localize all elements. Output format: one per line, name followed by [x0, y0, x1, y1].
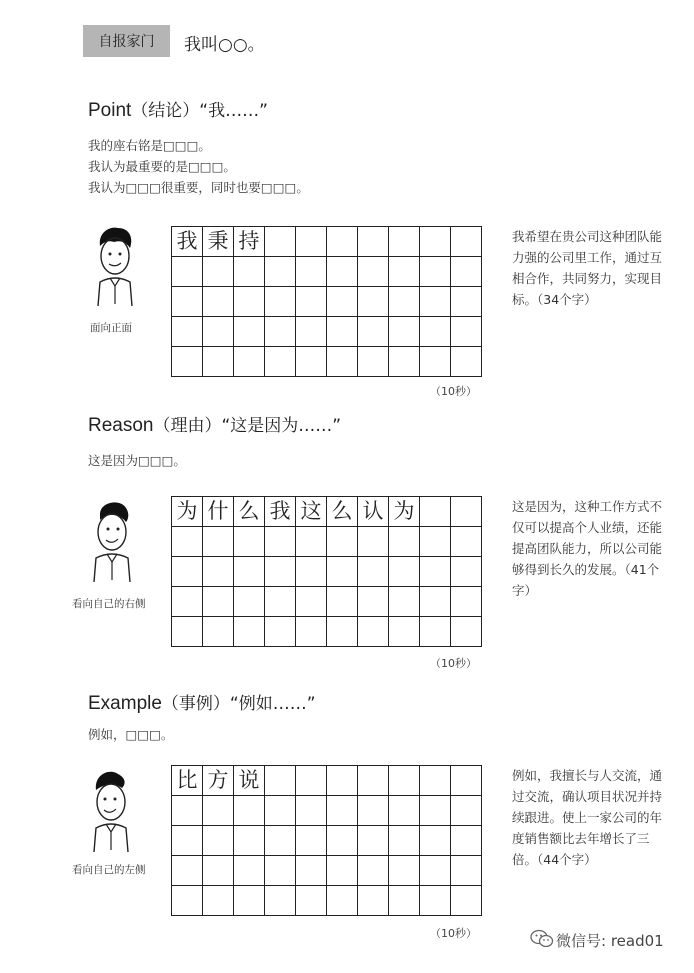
grid-cell [172, 527, 203, 557]
grid-cell [265, 557, 296, 587]
reason-line: 这是因为□□□。 [88, 453, 186, 468]
grid-cell: 这 [296, 497, 327, 527]
section-badge: 自报家门 [83, 25, 170, 57]
grid-cell [420, 886, 451, 916]
grid-cell [203, 527, 234, 557]
grid-cell [327, 347, 358, 377]
grid-cell [327, 557, 358, 587]
example-caption: 看向自己的左侧 [72, 864, 146, 876]
grid-cell [389, 227, 420, 257]
grid-cell [389, 587, 420, 617]
grid-cell [420, 617, 451, 647]
grid-cell [172, 796, 203, 826]
grid-cell [420, 557, 451, 587]
example-sidenote: 例如，我擅长与人交流，通过交流，确认项目状况并持续跟进。使上一家公司的年度销售额比去年增长了三倍。（44个字） [512, 768, 663, 867]
grid-cell [358, 796, 389, 826]
grid-cell [172, 287, 203, 317]
grid-cell [327, 317, 358, 347]
grid-cell [420, 257, 451, 287]
grid-cell [203, 257, 234, 287]
grid-cell [451, 287, 482, 317]
example-lines [88, 724, 173, 745]
grid-cell [420, 347, 451, 377]
grid-cell: 认 [358, 497, 389, 527]
point-line: 我认为□□□很重要，同时也要□□□。 [88, 180, 309, 195]
grid-cell [327, 766, 358, 796]
grid-cell [389, 766, 420, 796]
grid-cell [389, 287, 420, 317]
grid-cell [358, 856, 389, 886]
grid-cell [296, 317, 327, 347]
grid-cell [358, 557, 389, 587]
reason-caption: 看向自己的右侧 [72, 598, 146, 610]
grid-cell [358, 287, 389, 317]
grid-cell [451, 317, 482, 347]
grid-cell [451, 227, 482, 257]
grid-cell [358, 317, 389, 347]
grid-cell [296, 796, 327, 826]
grid-cell [420, 527, 451, 557]
example-writing-grid [171, 765, 482, 916]
grid-cell [265, 617, 296, 647]
reason-lines [88, 450, 186, 471]
wechat-icon [530, 929, 554, 949]
grid-cell [172, 317, 203, 347]
point-heading [88, 96, 268, 122]
grid-cell [451, 557, 482, 587]
grid-cell [203, 796, 234, 826]
heading-cn: （事例）“例如……” [161, 694, 316, 714]
grid-cell [172, 347, 203, 377]
grid-cell [420, 287, 451, 317]
grid-cell [234, 617, 265, 647]
grid-cell [451, 347, 482, 377]
grid-cell [203, 856, 234, 886]
grid-cell [203, 826, 234, 856]
grid-cell [296, 257, 327, 287]
grid-cell: 么 [234, 497, 265, 527]
grid-cell [327, 886, 358, 916]
grid-cell [296, 287, 327, 317]
grid-cell [389, 317, 420, 347]
grid-cell [327, 587, 358, 617]
grid-cell [451, 796, 482, 826]
grid-cell [358, 527, 389, 557]
grid-cell: 持 [234, 227, 265, 257]
grid-cell [265, 587, 296, 617]
grid-cell [358, 257, 389, 287]
grid-cell [327, 617, 358, 647]
grid-cell [172, 617, 203, 647]
grid-cell [265, 886, 296, 916]
grid-cell [451, 766, 482, 796]
grid-cell [296, 826, 327, 856]
grid-cell [265, 527, 296, 557]
example-heading [88, 689, 316, 715]
grid-cell: 我 [172, 227, 203, 257]
grid-cell [389, 527, 420, 557]
grid-cell [389, 617, 420, 647]
grid-cell [296, 347, 327, 377]
heading-cn: （理由）“这是因为……” [153, 416, 342, 436]
grid-cell [234, 257, 265, 287]
grid-cell [296, 856, 327, 886]
grid-cell [420, 497, 451, 527]
grid-cell [234, 826, 265, 856]
point-time: （10秒） [430, 385, 477, 398]
grid-cell [172, 856, 203, 886]
grid-cell [265, 766, 296, 796]
grid-cell [265, 796, 296, 826]
example-line: 例如，□□□。 [88, 727, 174, 742]
grid-cell [234, 347, 265, 377]
grid-cell [234, 527, 265, 557]
grid-cell [203, 557, 234, 587]
grid-cell [172, 557, 203, 587]
grid-cell [296, 587, 327, 617]
grid-cell [451, 257, 482, 287]
grid-cell [389, 886, 420, 916]
grid-cell [420, 796, 451, 826]
point-sidenote: 我希望在贵公司这种团队能力强的公司里工作，通过互相合作，共同努力，实现目标。（34个字） [512, 229, 663, 307]
reason-sidenote: 这是因为，这种工作方式不仅可以提高个人业绩，还能提高团队能力，所以公司能够得到长久的发展。（41个字） [512, 499, 663, 598]
grid-cell [358, 617, 389, 647]
point-writing-grid [171, 226, 482, 377]
grid-cell [327, 527, 358, 557]
grid-cell [296, 886, 327, 916]
grid-cell [172, 886, 203, 916]
grid-cell [358, 766, 389, 796]
grid-cell [203, 287, 234, 317]
example-time: （10秒） [430, 927, 477, 940]
grid-cell [234, 317, 265, 347]
grid-cell [265, 227, 296, 257]
person-right-illustration [86, 498, 138, 584]
grid-cell [420, 317, 451, 347]
grid-cell: 说 [234, 766, 265, 796]
grid-cell [203, 347, 234, 377]
point-caption: 面向正面 [90, 322, 132, 334]
grid-cell: 么 [327, 497, 358, 527]
grid-cell [296, 557, 327, 587]
heading-en: Reason [88, 415, 154, 436]
grid-cell [451, 886, 482, 916]
point-line: 我认为最重要的是□□□。 [88, 159, 236, 174]
grid-cell [327, 287, 358, 317]
person-left-illustration [86, 768, 138, 854]
heading-cn: （结论）“我……” [131, 101, 268, 121]
grid-cell [327, 796, 358, 826]
grid-cell [389, 856, 420, 886]
grid-cell [358, 826, 389, 856]
grid-cell [420, 856, 451, 886]
point-line: 我的座右铭是□□□。 [88, 138, 211, 153]
grid-cell [203, 886, 234, 916]
grid-cell [265, 287, 296, 317]
grid-cell [389, 826, 420, 856]
grid-cell [389, 257, 420, 287]
grid-cell [420, 826, 451, 856]
grid-cell: 秉 [203, 227, 234, 257]
grid-cell [296, 227, 327, 257]
grid-cell [203, 317, 234, 347]
grid-cell [358, 347, 389, 377]
grid-cell [265, 856, 296, 886]
grid-cell: 为 [389, 497, 420, 527]
grid-cell [358, 587, 389, 617]
watermark-text: 微信号: read01 [556, 932, 664, 950]
grid-cell [389, 557, 420, 587]
grid-cell: 比 [172, 766, 203, 796]
grid-cell [203, 587, 234, 617]
grid-cell: 什 [203, 497, 234, 527]
grid-cell [265, 347, 296, 377]
grid-cell [265, 826, 296, 856]
grid-cell [265, 317, 296, 347]
grid-cell [358, 886, 389, 916]
grid-cell [451, 856, 482, 886]
point-lines [88, 135, 309, 198]
grid-cell [389, 796, 420, 826]
grid-cell [420, 766, 451, 796]
grid-cell [172, 257, 203, 287]
grid-cell [234, 856, 265, 886]
grid-cell [234, 796, 265, 826]
heading-en: Point [88, 100, 132, 121]
grid-cell: 方 [203, 766, 234, 796]
grid-cell [203, 617, 234, 647]
grid-cell [389, 347, 420, 377]
grid-cell [234, 587, 265, 617]
grid-cell [451, 587, 482, 617]
grid-cell: 我 [265, 497, 296, 527]
grid-cell [172, 587, 203, 617]
grid-cell [451, 617, 482, 647]
grid-cell [327, 856, 358, 886]
grid-cell [234, 287, 265, 317]
reason-heading [88, 411, 341, 437]
reason-writing-grid [171, 496, 482, 647]
grid-cell [234, 886, 265, 916]
heading-en: Example [88, 693, 162, 714]
grid-cell [296, 617, 327, 647]
intro-text: 我叫○○。 [184, 35, 265, 55]
grid-cell [420, 587, 451, 617]
grid-cell [172, 826, 203, 856]
grid-cell [451, 527, 482, 557]
grid-cell [234, 557, 265, 587]
grid-cell [296, 527, 327, 557]
grid-cell [327, 227, 358, 257]
grid-cell [327, 257, 358, 287]
grid-cell [296, 766, 327, 796]
grid-cell [327, 826, 358, 856]
grid-cell [420, 227, 451, 257]
reason-time: （10秒） [430, 657, 477, 670]
grid-cell [451, 826, 482, 856]
person-front-illustration [90, 224, 140, 308]
grid-cell [265, 257, 296, 287]
grid-cell [451, 497, 482, 527]
grid-cell: 为 [172, 497, 203, 527]
grid-cell [358, 227, 389, 257]
